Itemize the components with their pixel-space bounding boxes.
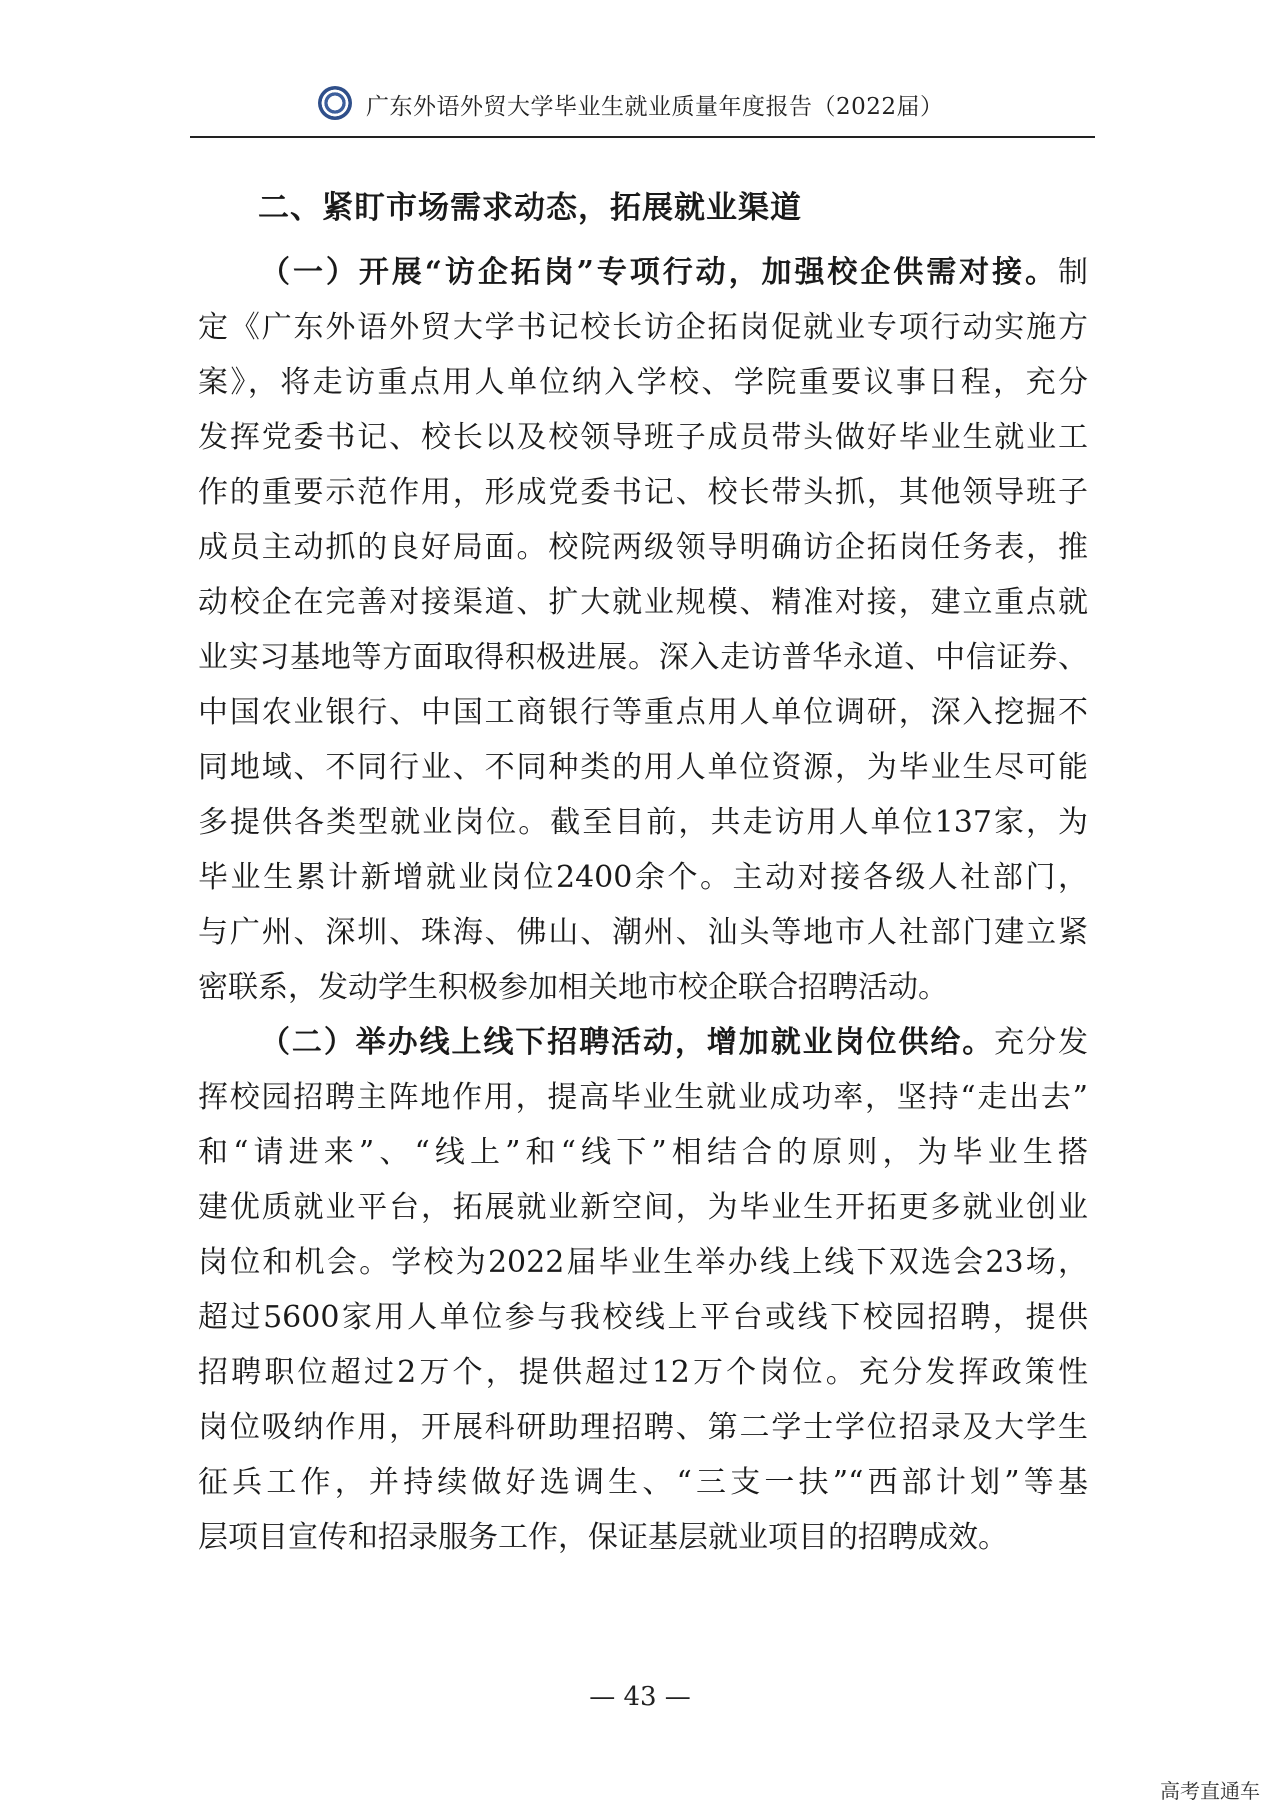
watermark: 高考直通车 — [1160, 1779, 1260, 1803]
running-header — [190, 78, 1095, 138]
paragraph-line: 毕业生累计新增就业岗位2400余个。主动对接各级人社部门， — [198, 860, 1088, 895]
university-seal-icon — [318, 86, 352, 120]
paragraph-line: 与广州、深圳、珠海、佛山、潮州、汕头等地市人社部门建立紧 — [198, 915, 1088, 950]
paragraph-line: 发挥党委书记、校长以及校领导班子成员带头做好毕业生就业工 — [198, 420, 1088, 455]
paragraph-2 — [198, 1015, 1088, 1565]
paragraph-line: 征兵工作，并持续做好选调生、“三支一扶”“西部计划”等基 — [198, 1465, 1088, 1500]
paragraph-line: 和“请进来”、“线上”和“线下”相结合的原则，为毕业生搭 — [198, 1135, 1088, 1170]
paragraph-1 — [198, 245, 1088, 1015]
paragraph-line: 中国农业银行、中国工商银行等重点用人单位调研，深入挖掘不 — [198, 695, 1088, 730]
paragraph-line: 岗位吸纳作用，开展科研助理招聘、第二学士学位招录及大学生 — [198, 1410, 1088, 1445]
page-number: — 43 — — [589, 1682, 691, 1712]
paragraph-line: 层项目宣传和招录服务工作，保证基层就业项目的招聘成效。 — [198, 1520, 1008, 1555]
paragraph-line: 岗位和机会。学校为2022届毕业生举办线上线下双选会23场， — [198, 1245, 1088, 1280]
paragraph-line: 业实习基地等方面取得积极进展。深入走访普华永道、中信证券、 — [198, 640, 1088, 675]
paragraph-line: （一）开展“访企拓岗”专项行动，加强校企供需对接。制 — [260, 255, 1088, 290]
section-heading: 二、紧盯市场需求动态，拓展就业渠道 — [258, 190, 802, 226]
paragraph-line: 多提供各类型就业岗位。截至目前，共走访用人单位137家，为 — [198, 805, 1088, 840]
paragraph-line: （二）举办线上线下招聘活动，增加就业岗位供给。充分发 — [260, 1025, 1089, 1060]
paragraph-line: 同地域、不同行业、不同种类的用人单位资源，为毕业生尽可能 — [198, 750, 1088, 785]
paragraph-line: 招聘职位超过2万个，提供超过12万个岗位。充分发挥政策性 — [198, 1355, 1088, 1390]
header-title: 广东外语外贸大学毕业生就业质量年度报告（2022届） — [366, 94, 944, 120]
paragraph-line: 动校企在完善对接渠道、扩大就业规模、精准对接，建立重点就 — [198, 585, 1088, 620]
paragraph-line: 挥校园招聘主阵地作用，提高毕业生就业成功率，坚持“走出去” — [198, 1080, 1088, 1115]
paragraph-line: 定《广东外语外贸大学书记校长访企拓岗促就业专项行动实施方 — [198, 310, 1088, 345]
paragraph-line: 超过5600家用人单位参与我校线上平台或线下校园招聘，提供 — [198, 1300, 1088, 1335]
paragraph-lead: （一）开展“访企拓岗”专项行动，加强校企供需对接。 — [260, 255, 1058, 290]
paragraph-line: 建优质就业平台，拓展就业新空间，为毕业生开拓更多就业创业 — [198, 1190, 1088, 1225]
paragraph-line: 案》，将走访重点用人单位纳入学校、学院重要议事日程，充分 — [198, 365, 1088, 400]
paragraph-line: 成员主动抓的良好局面。校院两级领导明确访企拓岗任务表，推 — [198, 530, 1088, 565]
paragraph-lead: （二）举办线上线下招聘活动，增加就业岗位供给。 — [260, 1025, 995, 1060]
paragraph-line: 密联系，发动学生积极参加相关地市校企联合招聘活动。 — [198, 970, 948, 1005]
paragraph-line: 作的重要示范作用，形成党委书记、校长带头抓，其他领导班子 — [198, 475, 1088, 510]
body-text — [198, 245, 1088, 1565]
